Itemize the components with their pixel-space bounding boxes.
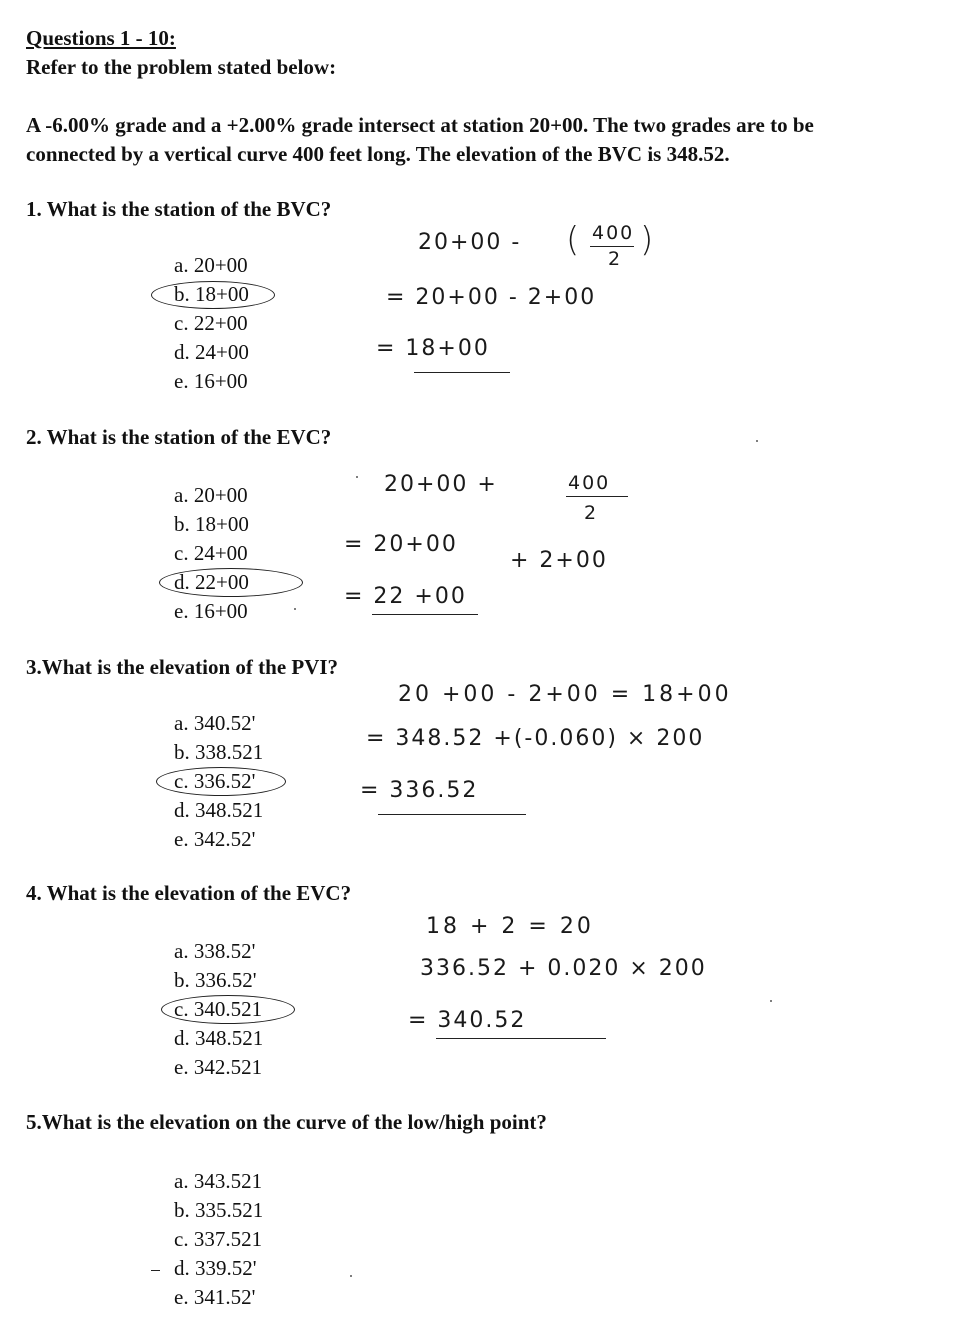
q1-open-paren: (: [566, 220, 582, 260]
q3-work-line-2: = 348.52 +(-0.060) × 200: [366, 726, 705, 751]
q4-option-c[interactable]: c. 340.521: [174, 997, 263, 1021]
scan-speck: [770, 1000, 772, 1002]
q3-work-line-1: 20 +00 - 2+00 = 18+00: [398, 682, 732, 707]
q1-work-line-1: 20+00 -: [418, 230, 522, 255]
q1-work-line-2: = 20+00 - 2+00: [386, 285, 597, 310]
q1-option-e[interactable]: e. 16+00: [174, 369, 248, 393]
scan-speck: [756, 440, 758, 442]
q1-answer-underline: [414, 372, 510, 373]
q1-option-a[interactable]: a. 20+00: [174, 253, 248, 277]
q2-fraction-denominator: 2: [584, 502, 599, 524]
q4-answer-underline: [436, 1038, 606, 1039]
q2-fraction-bar: [566, 496, 628, 497]
q4-answer-circle: [161, 995, 295, 1024]
q5-option-e[interactable]: e. 341.52': [174, 1285, 256, 1309]
q3-work-line-3: = 336.52: [360, 778, 479, 803]
q2-answer-circle: [159, 568, 303, 597]
q2-fraction-numerator: 400: [568, 472, 611, 494]
q1-option-b[interactable]: b. 18+00: [174, 282, 249, 306]
q4-option-a[interactable]: a. 338.52': [174, 939, 256, 963]
q1-option-d[interactable]: d. 24+00: [174, 340, 249, 364]
q4-option-e[interactable]: e. 342.521: [174, 1055, 263, 1079]
q4-work-line-3: = 340.52: [408, 1008, 527, 1033]
q1-close-paren: ): [640, 220, 656, 260]
q4-work-line-2: 336.52 + 0.020 × 200: [420, 956, 707, 981]
q3-answer-underline: [378, 814, 526, 815]
q3-option-b[interactable]: b. 338.521: [174, 740, 264, 764]
q3-answer-circle: [156, 767, 286, 796]
q2-answer-underline: [372, 614, 478, 615]
scan-speck: [350, 1275, 352, 1277]
question-4-text: 4. What is the elevation of the EVC?: [26, 881, 352, 905]
q2-work-line-3: = 22 +00: [344, 584, 467, 609]
problem-line-2: connected by a vertical curve 400 feet long. The elevation of the BVC is 348.52.: [26, 142, 730, 166]
q1-option-c[interactable]: c. 22+00: [174, 311, 248, 335]
question-5-text: 5.What is the elevation on the curve of the low/high point?: [26, 1110, 547, 1134]
q1-fraction-denominator: 2: [608, 248, 623, 270]
q1-work-line-3: = 18+00: [376, 336, 490, 361]
q2-work-line-2: = 20+00: [344, 532, 458, 557]
q4-option-b[interactable]: b. 336.52': [174, 968, 257, 992]
q1-answer-circle: [151, 281, 275, 309]
problem-line-1: A -6.00% grade and a +2.00% grade intersect at station 20+00. The two grades are to be: [26, 113, 814, 137]
q3-option-a[interactable]: a. 340.52': [174, 711, 256, 735]
q5-option-d[interactable]: d. 339.52': [174, 1256, 257, 1280]
q1-fraction-bar: [590, 246, 634, 247]
q5-option-d-mark: [151, 1270, 160, 1271]
q2-work-line-2b: + 2+00: [510, 548, 608, 573]
page-title: Questions 1 - 10:: [26, 26, 176, 50]
q3-option-c[interactable]: c. 336.52': [174, 769, 256, 793]
q2-option-a[interactable]: a. 20+00: [174, 483, 248, 507]
q5-option-b[interactable]: b. 335.521: [174, 1198, 264, 1222]
q3-option-d[interactable]: d. 348.521: [174, 798, 264, 822]
q2-work-line-1: 20+00 +: [384, 472, 498, 497]
question-1-text: 1. What is the station of the BVC?: [26, 197, 332, 221]
scan-speck: [356, 476, 358, 478]
q2-option-c[interactable]: c. 24+00: [174, 541, 248, 565]
q5-option-c[interactable]: c. 337.521: [174, 1227, 263, 1251]
page-subtitle: Refer to the problem stated below:: [26, 55, 337, 79]
scan-speck: [294, 608, 296, 610]
question-2-text: 2. What is the station of the EVC?: [26, 425, 332, 449]
q4-option-d[interactable]: d. 348.521: [174, 1026, 264, 1050]
q2-option-b[interactable]: b. 18+00: [174, 512, 249, 536]
q2-option-d[interactable]: d. 22+00: [174, 570, 249, 594]
q5-option-a[interactable]: a. 343.521: [174, 1169, 263, 1193]
q1-fraction-numerator: 400: [592, 222, 635, 244]
question-3-text: 3.What is the elevation of the PVI?: [26, 655, 339, 679]
q2-option-e[interactable]: e. 16+00: [174, 599, 248, 623]
q4-work-line-1: 18 + 2 = 20: [426, 914, 594, 939]
q3-option-e[interactable]: e. 342.52': [174, 827, 256, 851]
